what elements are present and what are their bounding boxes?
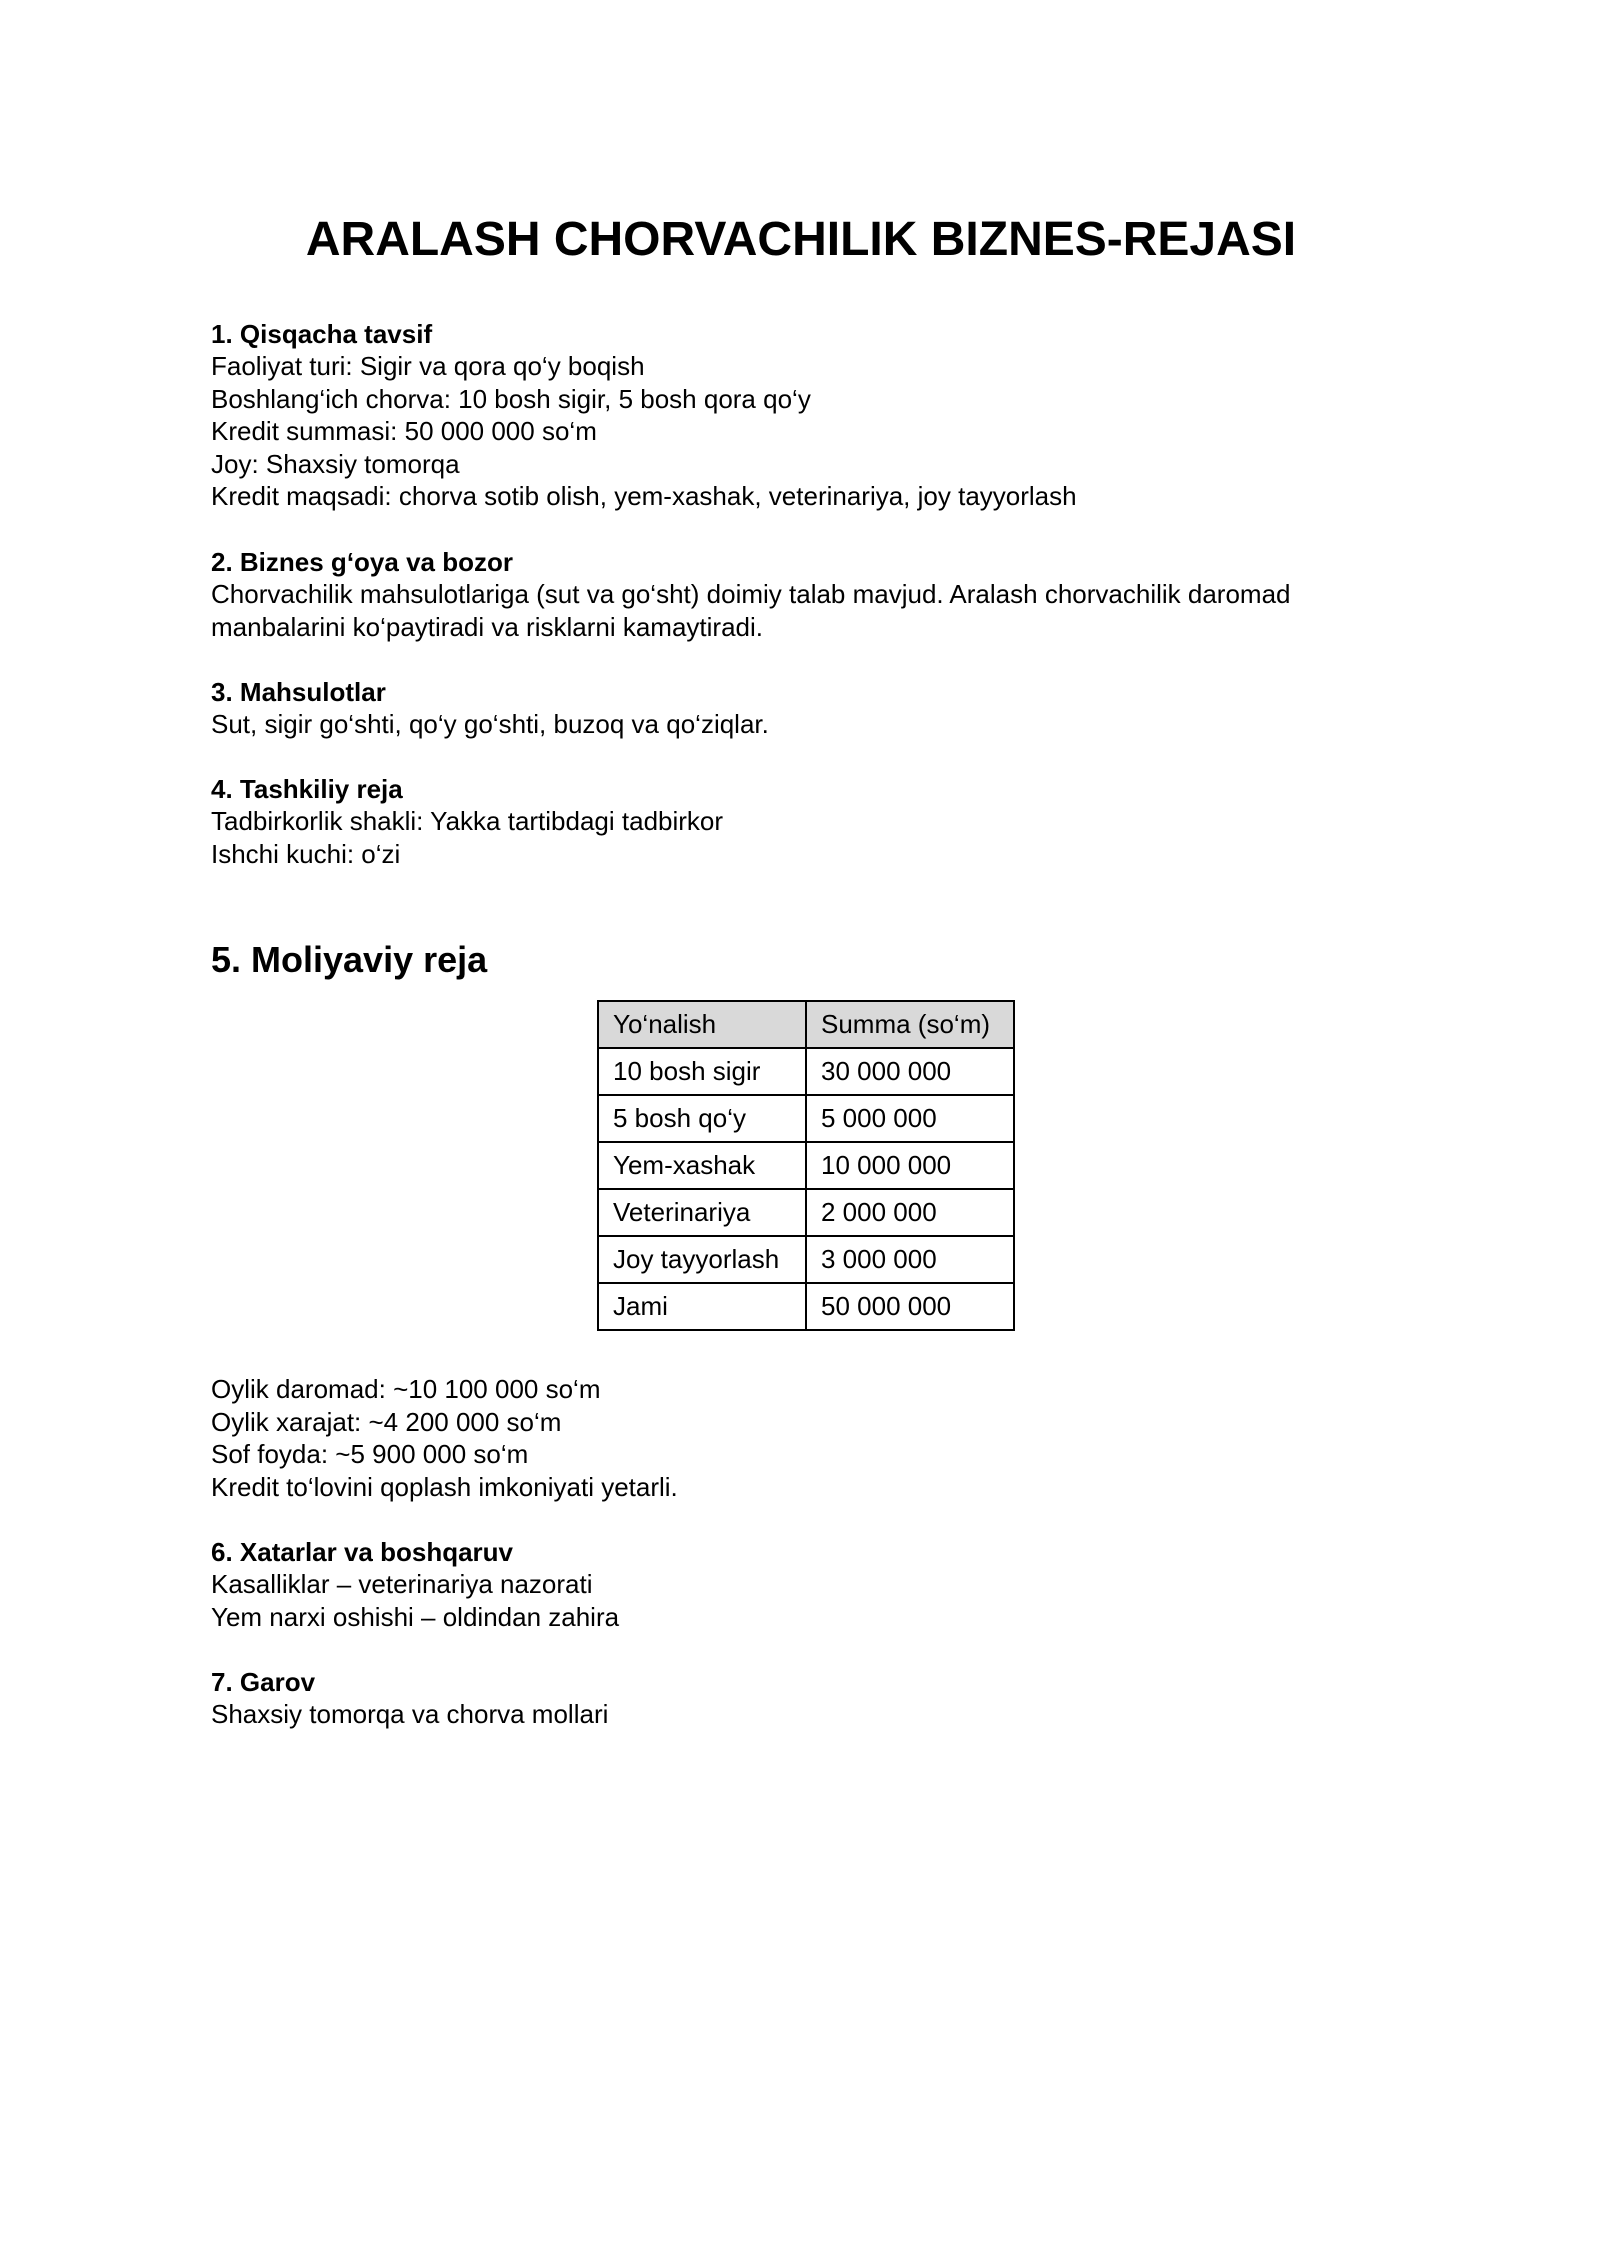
table-cell: 5 bosh qo‘y [598, 1095, 806, 1142]
section-line: Sut, sigir go‘shti, qo‘y go‘shti, buzoq va qo‘ziqlar. [211, 709, 769, 739]
section-heading: 7. Garov [211, 1667, 316, 1697]
section-risks [211, 1536, 1391, 1633]
table-cell: Joy tayyorlash [598, 1236, 806, 1283]
table-header-cell: Summa (so‘m) [806, 1001, 1014, 1048]
section-line: Joy: Shaxsiy tomorqa [211, 448, 460, 479]
finance-heading: 5. Moliyaviy reja [211, 939, 488, 980]
document-title: ARALASH CHORVACHILIK BIZNES-REJASI [305, 213, 1297, 266]
section-organization [211, 773, 1391, 870]
table-cell: 30 000 000 [806, 1048, 1014, 1095]
section-collateral [211, 1666, 1391, 1731]
table-cell: 5 000 000 [806, 1095, 1014, 1142]
table-cell: 10 bosh sigir [598, 1048, 806, 1095]
table-cell: Yem-xashak [598, 1142, 806, 1189]
table-header-cell: Yo‘nalish [598, 1001, 806, 1048]
section-line: Chorvachilik mahsulotlariga (sut va go‘sht) doimiy talab mavjud. Aralash chorvachilik daromad [211, 579, 1291, 609]
finance-summary [211, 1373, 1391, 1503]
section-line: Kredit maqsadi: chorva sotib olish, yem-xashak, veterinariya, joy tayyorlash [211, 481, 1077, 511]
section-products [211, 676, 1391, 741]
finance-line: Sof foyda: ~5 900 000 so‘m [211, 1439, 529, 1469]
table-header-row [598, 1001, 1014, 1048]
section-finance [211, 938, 1391, 982]
section-line: Boshlang‘ich chorva: 10 bosh sigir, 5 bosh qora qo‘y [211, 383, 811, 414]
table-row [598, 1236, 1014, 1283]
section-line: Tadbirkorlik shakli: Yakka tartibdagi tadbirkor [211, 806, 724, 836]
section-line: manbalarini ko‘paytiradi va risklarni kamaytiradi. [211, 611, 763, 642]
section-heading: 4. Tashkiliy reja [211, 774, 403, 804]
section-line: Ishchi kuchi: o‘zi [211, 838, 401, 869]
section-heading: 1. Qisqacha tavsif [211, 319, 433, 349]
table-row [598, 1142, 1014, 1189]
table-cell: 10 000 000 [806, 1142, 1014, 1189]
section-line: Faoliyat turi: Sigir va qora qo‘y boqish [211, 351, 645, 381]
table-row [598, 1095, 1014, 1142]
table-cell: 50 000 000 [806, 1283, 1014, 1330]
finance-line: Kredit to‘lovini qoplash imkoniyati yetarli. [211, 1471, 678, 1502]
section-heading: 6. Xatarlar va boshqaruv [211, 1537, 514, 1567]
section-heading: 2. Biznes g‘oya va bozor [211, 547, 513, 577]
table-cell: Veterinariya [598, 1189, 806, 1236]
section-line: Yem narxi oshishi – oldindan zahira [211, 1601, 620, 1632]
section-heading: 3. Mahsulotlar [211, 677, 386, 707]
section-line: Shaxsiy tomorqa va chorva mollari [211, 1699, 609, 1729]
table-cell: 2 000 000 [806, 1189, 1014, 1236]
section-line: Kredit summasi: 50 000 000 so‘m [211, 416, 597, 446]
table-row [598, 1189, 1014, 1236]
finance-line: Oylik xarajat: ~4 200 000 so‘m [211, 1406, 562, 1437]
finance-line: Oylik daromad: ~10 100 000 so‘m [211, 1374, 601, 1404]
section-line: Kasalliklar – veterinariya nazorati [211, 1569, 593, 1599]
section-summary [211, 318, 1391, 513]
table-row [598, 1048, 1014, 1095]
section-business-idea [211, 546, 1391, 643]
table-cell: Jami [598, 1283, 806, 1330]
finance-table [597, 1000, 1015, 1331]
table-cell: 3 000 000 [806, 1236, 1014, 1283]
table-total-row [598, 1283, 1014, 1330]
